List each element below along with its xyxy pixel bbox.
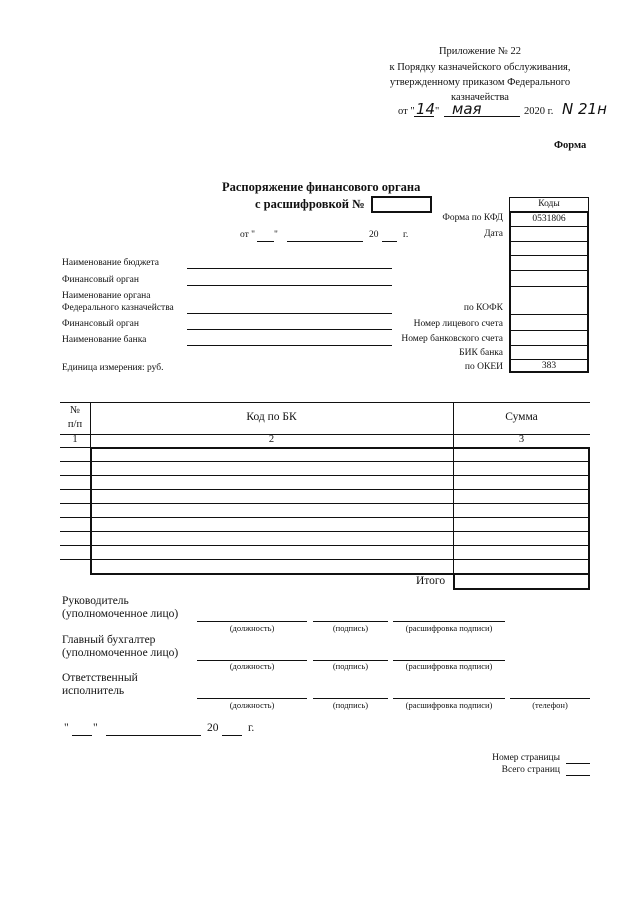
bank-label: Наименование банка — [62, 335, 147, 345]
form-date-prefix: от " — [240, 230, 256, 240]
signature-caption: (подпись) — [332, 700, 369, 710]
position-caption: (должность) — [229, 700, 275, 710]
appendix-line-3: казначейства — [451, 92, 509, 103]
position-caption: (должность) — [229, 623, 275, 633]
codes-header: Коды — [538, 199, 560, 209]
col-bk-index: 2 — [268, 434, 275, 445]
decoding-caption: (расшифровка подписи) — [405, 700, 493, 710]
head-label-1: Руководитель — [62, 595, 129, 607]
table-row[interactable] — [60, 531, 590, 532]
table-row[interactable] — [60, 545, 590, 546]
document-title-line-1: Распоряжение финансового органа — [222, 180, 421, 194]
form-date-day-line[interactable] — [257, 241, 274, 242]
bik-label: БИК банка — [459, 348, 503, 358]
table-row[interactable] — [60, 503, 590, 504]
table-row[interactable] — [60, 559, 590, 560]
okei-label: по ОКЕИ — [464, 362, 503, 372]
form-date-suffix: г. — [403, 230, 409, 240]
document-number-field[interactable] — [371, 196, 432, 213]
col-num-header-1: № — [69, 405, 81, 416]
page-number-field[interactable] — [566, 763, 590, 764]
total-sum-cell[interactable] — [453, 573, 590, 590]
table-row[interactable] — [60, 489, 590, 490]
fin-org-field[interactable] — [187, 285, 392, 286]
accountant-label-1: Главный бухгалтер — [62, 634, 156, 646]
head-signature-field[interactable] — [313, 621, 388, 622]
account-label: Номер лицевого счета — [413, 319, 503, 329]
head-label-2: (уполномоченное лицо) — [62, 608, 179, 620]
order-date-mid: " — [435, 106, 440, 117]
table-row[interactable] — [60, 517, 590, 518]
bottom-date-quote-close: " — [93, 722, 98, 734]
head-decoding-field[interactable] — [393, 621, 505, 622]
bottom-date-month-field[interactable] — [106, 735, 201, 736]
form-label: Форма — [554, 140, 587, 151]
form-date-year: 20 — [369, 230, 379, 240]
signature-caption: (подпись) — [332, 661, 369, 671]
total-label: Итого — [416, 575, 446, 587]
kofk-label: по КОФК — [463, 303, 503, 313]
fed-org-label-2: Федерального казначейства — [62, 303, 174, 313]
order-day-underline — [414, 116, 434, 117]
row-divider — [60, 447, 90, 448]
head-position-field[interactable] — [197, 621, 307, 622]
exec-decoding-field[interactable] — [393, 698, 505, 699]
page-number-label: Номер страницы — [492, 753, 560, 763]
appendix-line-1: к Порядку казначейского обслуживания, — [389, 62, 571, 73]
bottom-date-year-field[interactable] — [222, 735, 242, 736]
accountant-label-2: (уполномоченное лицо) — [62, 647, 179, 659]
codes-row-divider — [510, 226, 588, 227]
table-body — [90, 447, 590, 575]
kfd-code-value: 0531806 — [532, 214, 566, 224]
codes-row-divider — [510, 345, 588, 346]
kfd-label: Форма по КФД — [442, 213, 503, 223]
appendix-line-2: утвержденному приказом Федерального — [389, 77, 571, 88]
fin-org2-label: Финансовый орган — [62, 319, 139, 329]
order-date-year: 2020 г. — [524, 106, 554, 117]
col-sum-header: Сумма — [505, 411, 538, 423]
col-num-header-2: п/п — [67, 419, 83, 430]
codes-row-divider — [510, 330, 588, 331]
bottom-date-year: 20 — [207, 722, 219, 734]
bank-account-label: Номер банковского счета — [401, 334, 503, 344]
fed-org-label-1: Наименование органа — [62, 291, 151, 301]
budget-label: Наименование бюджета — [62, 258, 159, 268]
bottom-date-day-field[interactable] — [72, 735, 92, 736]
order-date-day: 14 — [416, 100, 436, 118]
appendix-number: Приложение № 22 — [438, 46, 522, 57]
table-row[interactable] — [60, 475, 590, 476]
table-top-border — [60, 402, 590, 403]
fin-org-label: Финансовый орган — [62, 275, 139, 285]
total-pages-field[interactable] — [566, 775, 590, 776]
order-number: N 21н — [562, 100, 607, 118]
bottom-date-suffix: г. — [248, 722, 255, 734]
signature-caption: (подпись) — [332, 623, 369, 633]
fed-org-field[interactable] — [187, 313, 392, 314]
phone-caption: (телефон) — [532, 700, 568, 710]
order-date-month: мая — [452, 100, 482, 118]
fin-org2-field[interactable] — [187, 329, 392, 330]
exec-position-field[interactable] — [197, 698, 307, 699]
position-caption: (должность) — [229, 661, 275, 671]
exec-phone-field[interactable] — [510, 698, 590, 699]
form-date-year-line[interactable] — [382, 241, 397, 242]
codes-row-divider — [510, 241, 588, 242]
total-pages-label: Всего страниц — [501, 765, 560, 775]
executor-label-2: исполнитель — [62, 685, 125, 697]
col-num-index: 1 — [72, 434, 78, 445]
okei-code-value: 383 — [541, 361, 557, 371]
form-date-month-line[interactable] — [287, 241, 363, 242]
decoding-caption: (расшифровка подписи) — [405, 661, 493, 671]
document-title-line-2: с расшифровкой № — [255, 197, 365, 211]
bottom-date-quote-open: " — [64, 722, 69, 734]
executor-label-1: Ответственный — [62, 672, 138, 684]
table-row[interactable] — [60, 461, 590, 462]
col-sum-index: 3 — [518, 434, 525, 445]
codes-row-divider — [510, 255, 588, 256]
bank-field[interactable] — [187, 345, 392, 346]
decoding-caption: (расшифровка подписи) — [405, 623, 493, 633]
date-label: Дата — [484, 229, 503, 239]
codes-header-cell — [509, 197, 589, 212]
col-bk-header: Код по БК — [246, 411, 297, 423]
unit-label: Единица измерения: руб. — [62, 363, 164, 373]
form-date-quote: " — [274, 230, 278, 240]
codes-row-divider — [510, 286, 588, 287]
exec-signature-field[interactable] — [313, 698, 388, 699]
codes-column — [509, 211, 589, 373]
codes-row-divider — [510, 314, 588, 315]
codes-row-divider — [510, 270, 588, 271]
order-date-prefix: от " — [398, 106, 415, 117]
order-month-underline — [444, 116, 520, 117]
budget-field[interactable] — [187, 268, 392, 269]
